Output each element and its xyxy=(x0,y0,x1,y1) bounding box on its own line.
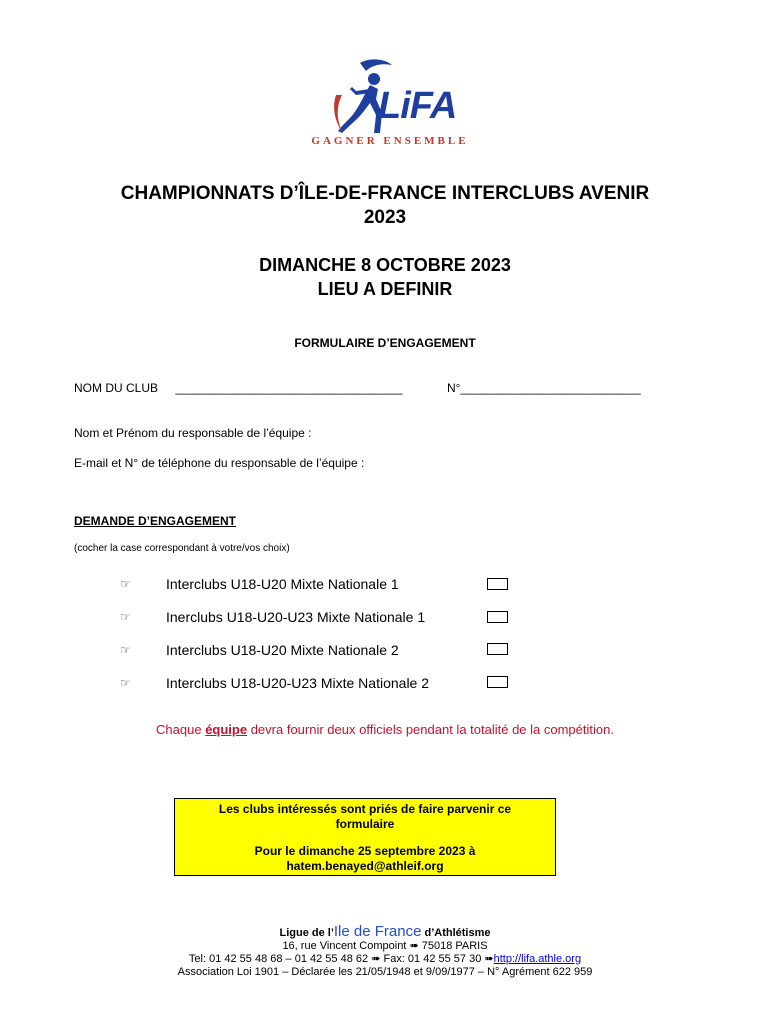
pointing-hand-icon: ☞ xyxy=(120,610,131,624)
checkbox-option-3[interactable] xyxy=(487,643,508,655)
page-title xyxy=(0,182,770,230)
option-label: Interclubs U18-U20-U23 Mixte Nationale 2 xyxy=(166,675,430,691)
club-field[interactable] xyxy=(74,381,402,395)
footer-address xyxy=(0,940,770,953)
submission-box xyxy=(174,798,556,876)
number-label: N° xyxy=(447,381,461,395)
list-item xyxy=(120,642,520,662)
form-title: FORMULAIRE D’ENGAGEMENT xyxy=(294,336,476,350)
box-line-2: Pour le dimanche 25 septembre 2023 à xyxy=(254,844,476,858)
option-label: Interclubs U18-U20 Mixte Nationale 2 xyxy=(166,642,399,658)
number-field[interactable] xyxy=(447,381,641,395)
ligue-prefix: Ligue de l’ xyxy=(279,927,334,939)
footer-fax: Fax: 01 42 55 57 30 xyxy=(383,953,482,965)
notice-before: Chaque xyxy=(156,722,206,737)
box-email[interactable]: hatem.benayed@athleif.org xyxy=(286,859,444,873)
manager-contact-label: E-mail et N° de téléphone du responsable de l’équipe : xyxy=(74,456,365,470)
notice-emphasis: équipe xyxy=(205,722,248,737)
checkbox-option-2[interactable] xyxy=(487,611,508,623)
manager-name-label: Nom et Prénom du responsable de l’équipe : xyxy=(74,426,312,440)
logo-brand: LiFA xyxy=(378,85,457,127)
pointing-hand-icon: ☞ xyxy=(120,643,131,657)
checkbox-option-4[interactable] xyxy=(487,676,508,688)
event-info xyxy=(0,253,770,301)
footer-association: Association Loi 1901 – Déclarée les 21/05/1948 et 9/09/1977 – N° Agrément 622 959 xyxy=(177,966,593,978)
number-blank[interactable]: ___________________________ xyxy=(460,381,641,395)
arrow-icon: ➠ xyxy=(409,940,419,952)
arrow-icon: ➠ xyxy=(371,953,381,965)
box-line-1: Les clubs intéressés sont priés de faire parvenir ce formulaire xyxy=(218,802,512,831)
request-heading: DEMANDE D’ENGAGEMENT xyxy=(74,514,237,528)
club-blank[interactable]: __________________________________ xyxy=(175,381,403,395)
list-item xyxy=(120,609,520,629)
footer-ligue xyxy=(0,925,770,940)
footer-contact xyxy=(0,953,770,966)
checkbox-option-1[interactable] xyxy=(487,578,508,590)
club-label: NOM DU CLUB xyxy=(74,381,159,395)
pointing-hand-icon: ☞ xyxy=(120,676,131,690)
ligue-suffix: d’Athlétisme xyxy=(421,927,491,939)
website-link[interactable]: http://lifa.athle.org xyxy=(493,953,582,965)
footer xyxy=(0,925,770,979)
pointing-hand-icon: ☞ xyxy=(120,577,131,591)
ligue-region: Ile de France xyxy=(333,923,422,940)
logo-tagline: GAGNER ENSEMBLE xyxy=(311,135,469,147)
footer-tel: Tel: 01 42 55 48 68 – 01 42 55 48 62 xyxy=(188,953,369,965)
list-item xyxy=(120,675,520,695)
option-label: Interclubs U18-U20 Mixte Nationale 1 xyxy=(166,576,399,592)
notice-after: devra fournir deux officiels pendant la totalité de la compétition. xyxy=(247,722,614,737)
address-street: 16, rue Vincent Compoint xyxy=(282,940,407,952)
officials-notice xyxy=(0,722,770,737)
request-hint: (cocher la case correspondant à votre/vos choix) xyxy=(74,543,290,554)
option-label: Inerclubs U18-U20-U23 Mixte Nationale 1 xyxy=(166,609,426,625)
event-place: LIEU A DEFINIR xyxy=(317,279,453,299)
lifa-logo xyxy=(311,55,470,150)
arrow-icon: ➠ xyxy=(484,953,494,965)
title-line-1: CHAMPIONNATS D’ÎLE-DE-FRANCE INTERCLUBS AVENIR xyxy=(120,183,650,204)
list-item xyxy=(120,576,520,596)
title-line-2: 2023 xyxy=(363,207,407,228)
address-city: 75018 PARIS xyxy=(421,940,488,952)
event-date: DIMANCHE 8 OCTOBRE 2023 xyxy=(259,255,511,275)
